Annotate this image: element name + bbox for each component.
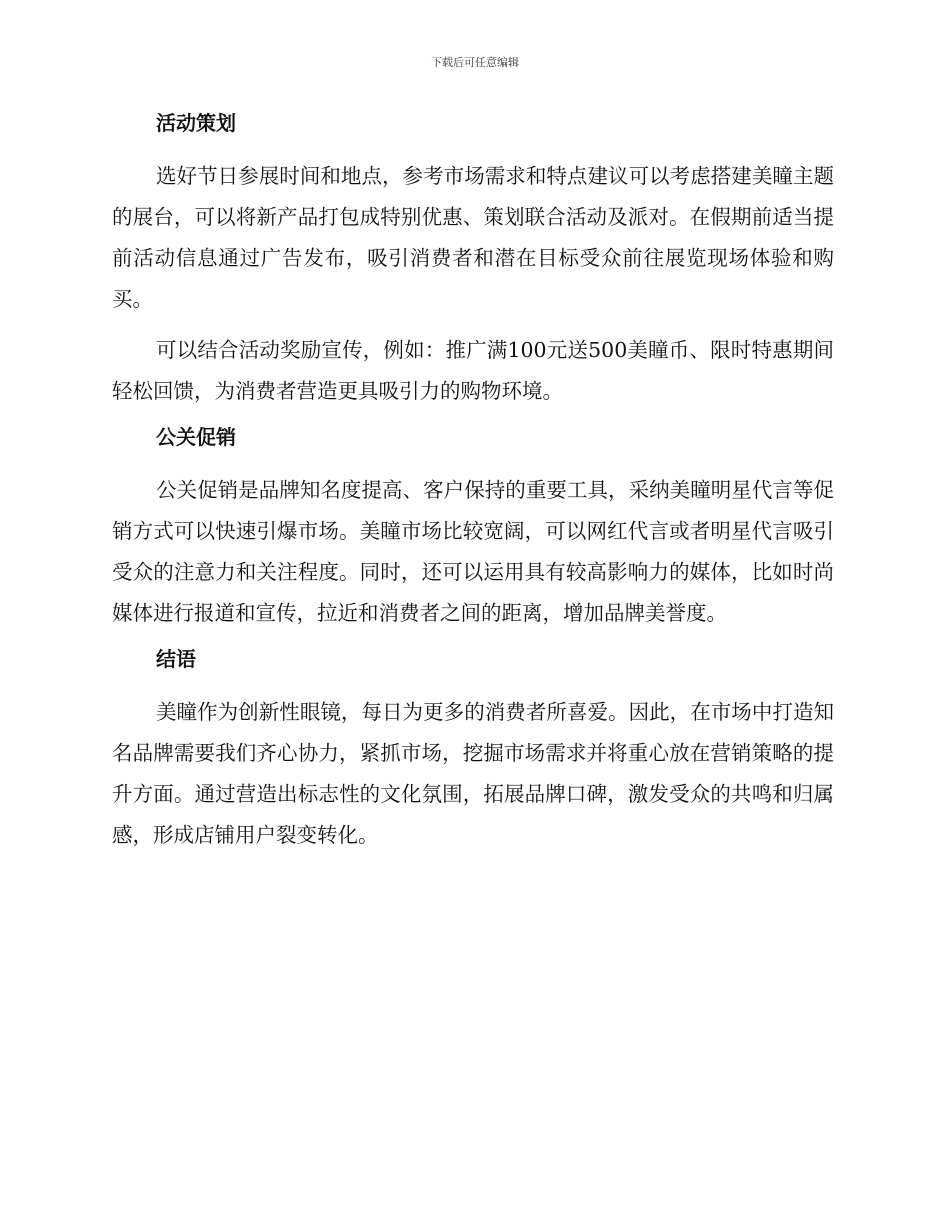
section-heading: 活动策划 <box>156 111 236 135</box>
section-heading: 结语 <box>156 647 196 671</box>
section-heading: 公关促销 <box>156 425 236 449</box>
paragraph: 可以结合活动奖励宣传，例如：推广满100元送500美瞳币、限时特惠期间轻松回馈，为消费者营造更具吸引力的购物环境。 <box>112 338 834 403</box>
page-header-note: 下载后可任意编辑 <box>431 56 519 69</box>
section-pr-promotion <box>112 422 834 634</box>
paragraph: 选好节日参展时间和地点，参考市场需求和特点建议可以考虑搭建美瞳主题的展台，可以将新产品打包成特别优惠、策划联合活动及派对。在假期前适当提前活动信息通过广告发布，吸引消费者和潜在目标受众前往展览现场体验和购买。 <box>112 164 834 311</box>
document-body <box>112 108 834 866</box>
paragraph: 美瞳作为创新性眼镜，每日为更多的消费者所喜爱。因此，在市场中打造知名品牌需要我们齐心协力，紧抓市场，挖掘市场需求并将重心放在营销策略的提升方面。通过营造出标志性的文化氛围，拓展品牌口碑，激发受众的共鸣和归属感，形成店铺用户裂变转化。 <box>112 700 834 847</box>
paragraph: 公关促销是品牌知名度提高、客户保持的重要工具，采纳美瞳明星代言等促销方式可以快速引爆市场。美瞳市场比较宽阔，可以网红代言或者明星代言吸引受众的注意力和关注程度。同时，还可以运用具有较高影响力的媒体，比如时尚媒体进行报道和宣传，拉近和消费者之间的距离，增加品牌美誉度。 <box>112 478 834 625</box>
section-conclusion <box>112 644 834 856</box>
section-activity-planning <box>112 108 834 412</box>
